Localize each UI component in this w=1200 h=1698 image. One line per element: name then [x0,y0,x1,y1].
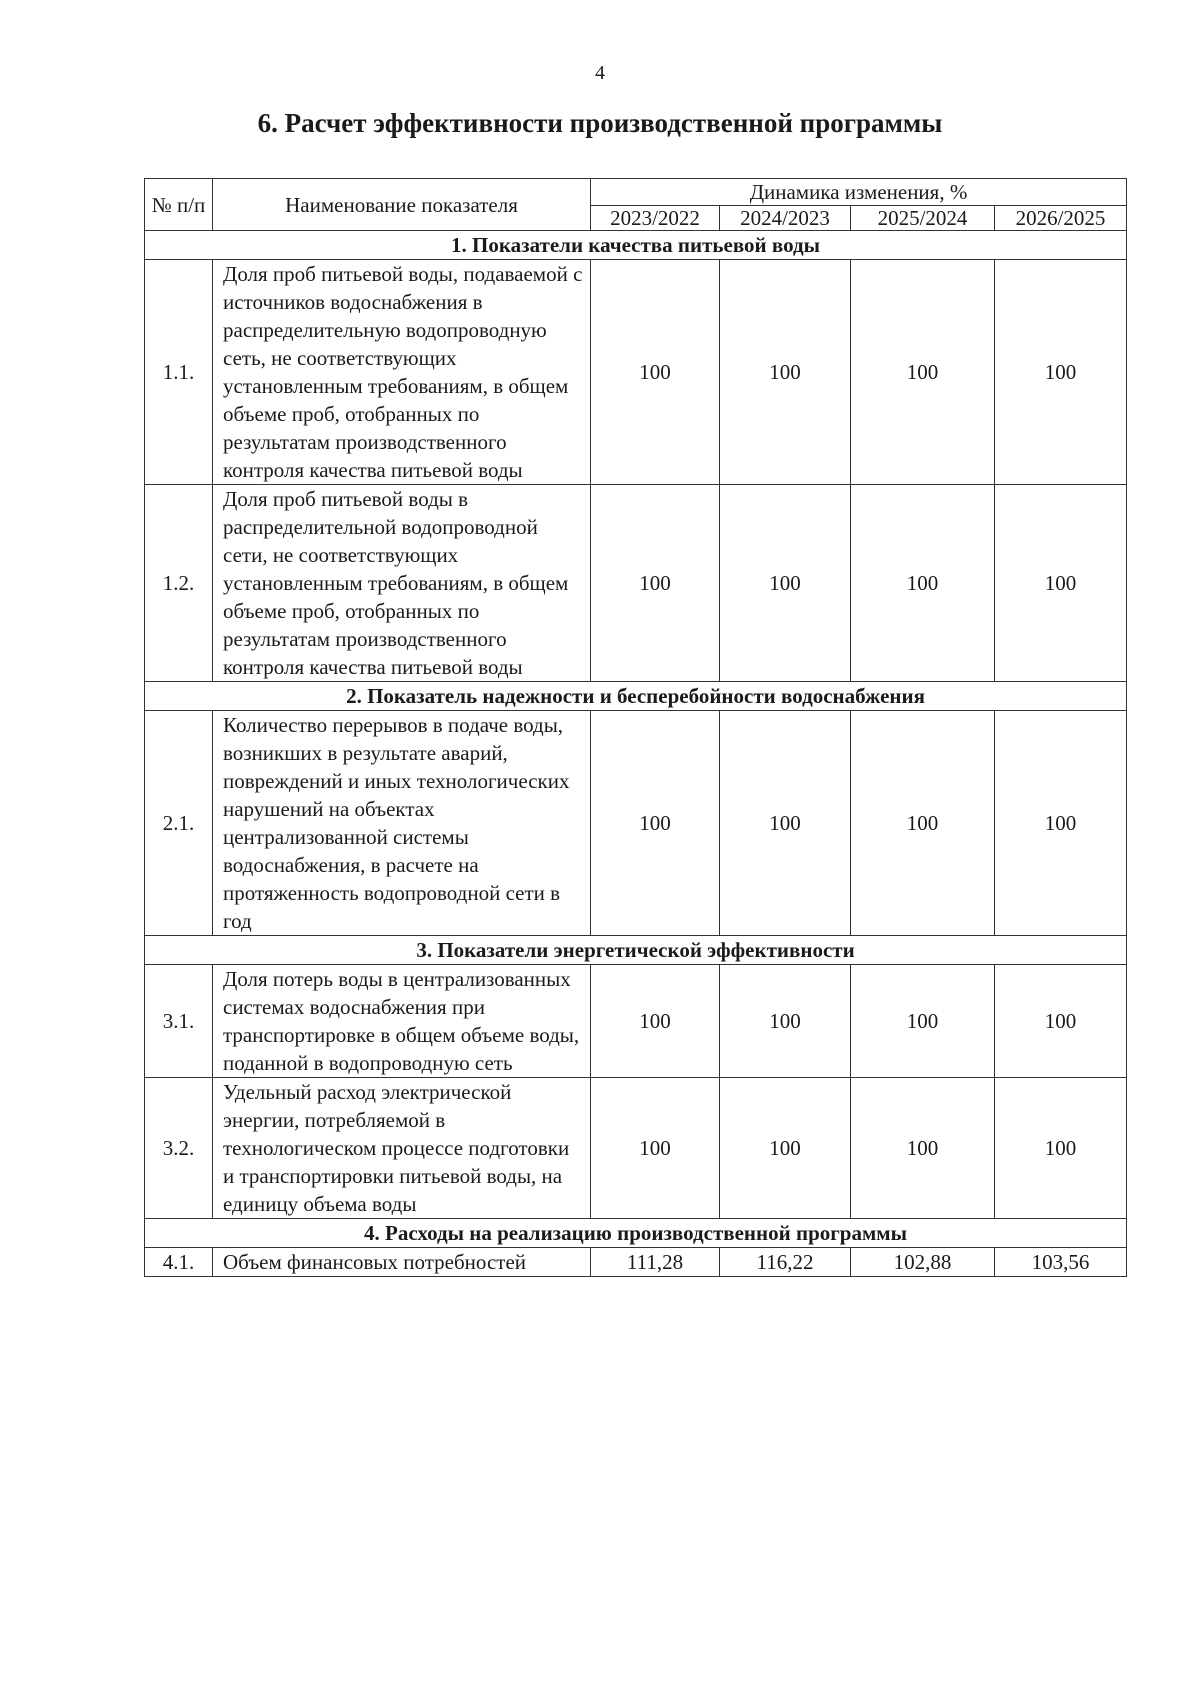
header-year: 2026/2025 [995,206,1127,231]
header-num: № п/п [145,179,213,231]
table-row [145,1248,1127,1277]
row-number: 2.1. [145,711,213,936]
dynamics-value: 100 [995,711,1127,936]
indicator-name: Объем финансовых потребностей [213,1248,591,1277]
table-row [145,711,1127,936]
dynamics-value: 100 [995,485,1127,682]
dynamics-value: 100 [720,965,851,1078]
dynamics-value: 100 [851,1078,995,1219]
section-title: 2. Показатель надежности и бесперебойности водоснабжения [145,682,1127,711]
indicator-name: Доля потерь воды в централизованных системах водоснабжения при транспортировке в общем объеме воды, поданной в водопроводную сеть [213,965,591,1078]
dynamics-value: 116,22 [720,1248,851,1277]
row-number: 1.2. [145,485,213,682]
dynamics-value: 111,28 [591,1248,720,1277]
dynamics-value: 100 [591,1078,720,1219]
header-name: Наименование показателя [213,179,591,231]
section-header-row [145,682,1127,711]
header-row [145,179,1127,206]
section-title: 3. Показатели энергетической эффективности [145,936,1127,965]
indicator-name: Доля проб питьевой воды в распределительной водопроводной сети, не соответствующих установленным требованиям, в общем объеме проб, отобранных по результатам производственного контроля качества питьевой воды [213,485,591,682]
header-year: 2025/2024 [851,206,995,231]
dynamics-value: 100 [995,965,1127,1078]
dynamics-value: 100 [720,711,851,936]
row-number: 3.1. [145,965,213,1078]
header-dynamics: Динамика изменения, % [591,179,1127,206]
document-title: 6. Расчет эффективности производственной программы [257,108,943,138]
page-number: 4 [595,62,605,84]
dynamics-value: 100 [851,711,995,936]
dynamics-value: 100 [995,260,1127,485]
table-row [145,485,1127,682]
row-number: 4.1. [145,1248,213,1277]
section-title: 1. Показатели качества питьевой воды [145,231,1127,260]
indicator-name: Доля проб питьевой воды, подаваемой с источников водоснабжения в распределительную водопроводную сеть, не соответствующих установленным требованиям, в общем объеме проб, отобранных по результатам производственного контроля качества питьевой воды [213,260,591,485]
table-row [145,1078,1127,1219]
dynamics-value: 100 [851,485,995,682]
dynamics-value: 100 [591,485,720,682]
section-title: 4. Расходы на реализацию производственной программы [145,1219,1127,1248]
dynamics-value: 100 [851,965,995,1078]
dynamics-value: 103,56 [995,1248,1127,1277]
section-header-row [145,1219,1127,1248]
dynamics-value: 100 [591,260,720,485]
dynamics-value: 100 [720,260,851,485]
dynamics-value: 100 [720,485,851,682]
section-header-row [145,231,1127,260]
efficiency-table [144,178,1127,1277]
dynamics-value: 102,88 [851,1248,995,1277]
header-year: 2024/2023 [720,206,851,231]
table-row [145,965,1127,1078]
header-year: 2023/2022 [591,206,720,231]
table-row [145,260,1127,485]
dynamics-value: 100 [851,260,995,485]
dynamics-value: 100 [720,1078,851,1219]
dynamics-value: 100 [591,711,720,936]
dynamics-value: 100 [995,1078,1127,1219]
indicator-name: Количество перерывов в подаче воды, возникших в результате аварий, повреждений и иных технологических нарушений на объектах централизованной системы водоснабжения, в расчете на протяженность водопроводной сети в год [213,711,591,936]
indicator-name: Удельный расход электрической энергии, потребляемой в технологическом процессе подготовки и транспортировки питьевой воды, на единицу объема воды [213,1078,591,1219]
row-number: 1.1. [145,260,213,485]
dynamics-value: 100 [591,965,720,1078]
section-header-row [145,936,1127,965]
row-number: 3.2. [145,1078,213,1219]
